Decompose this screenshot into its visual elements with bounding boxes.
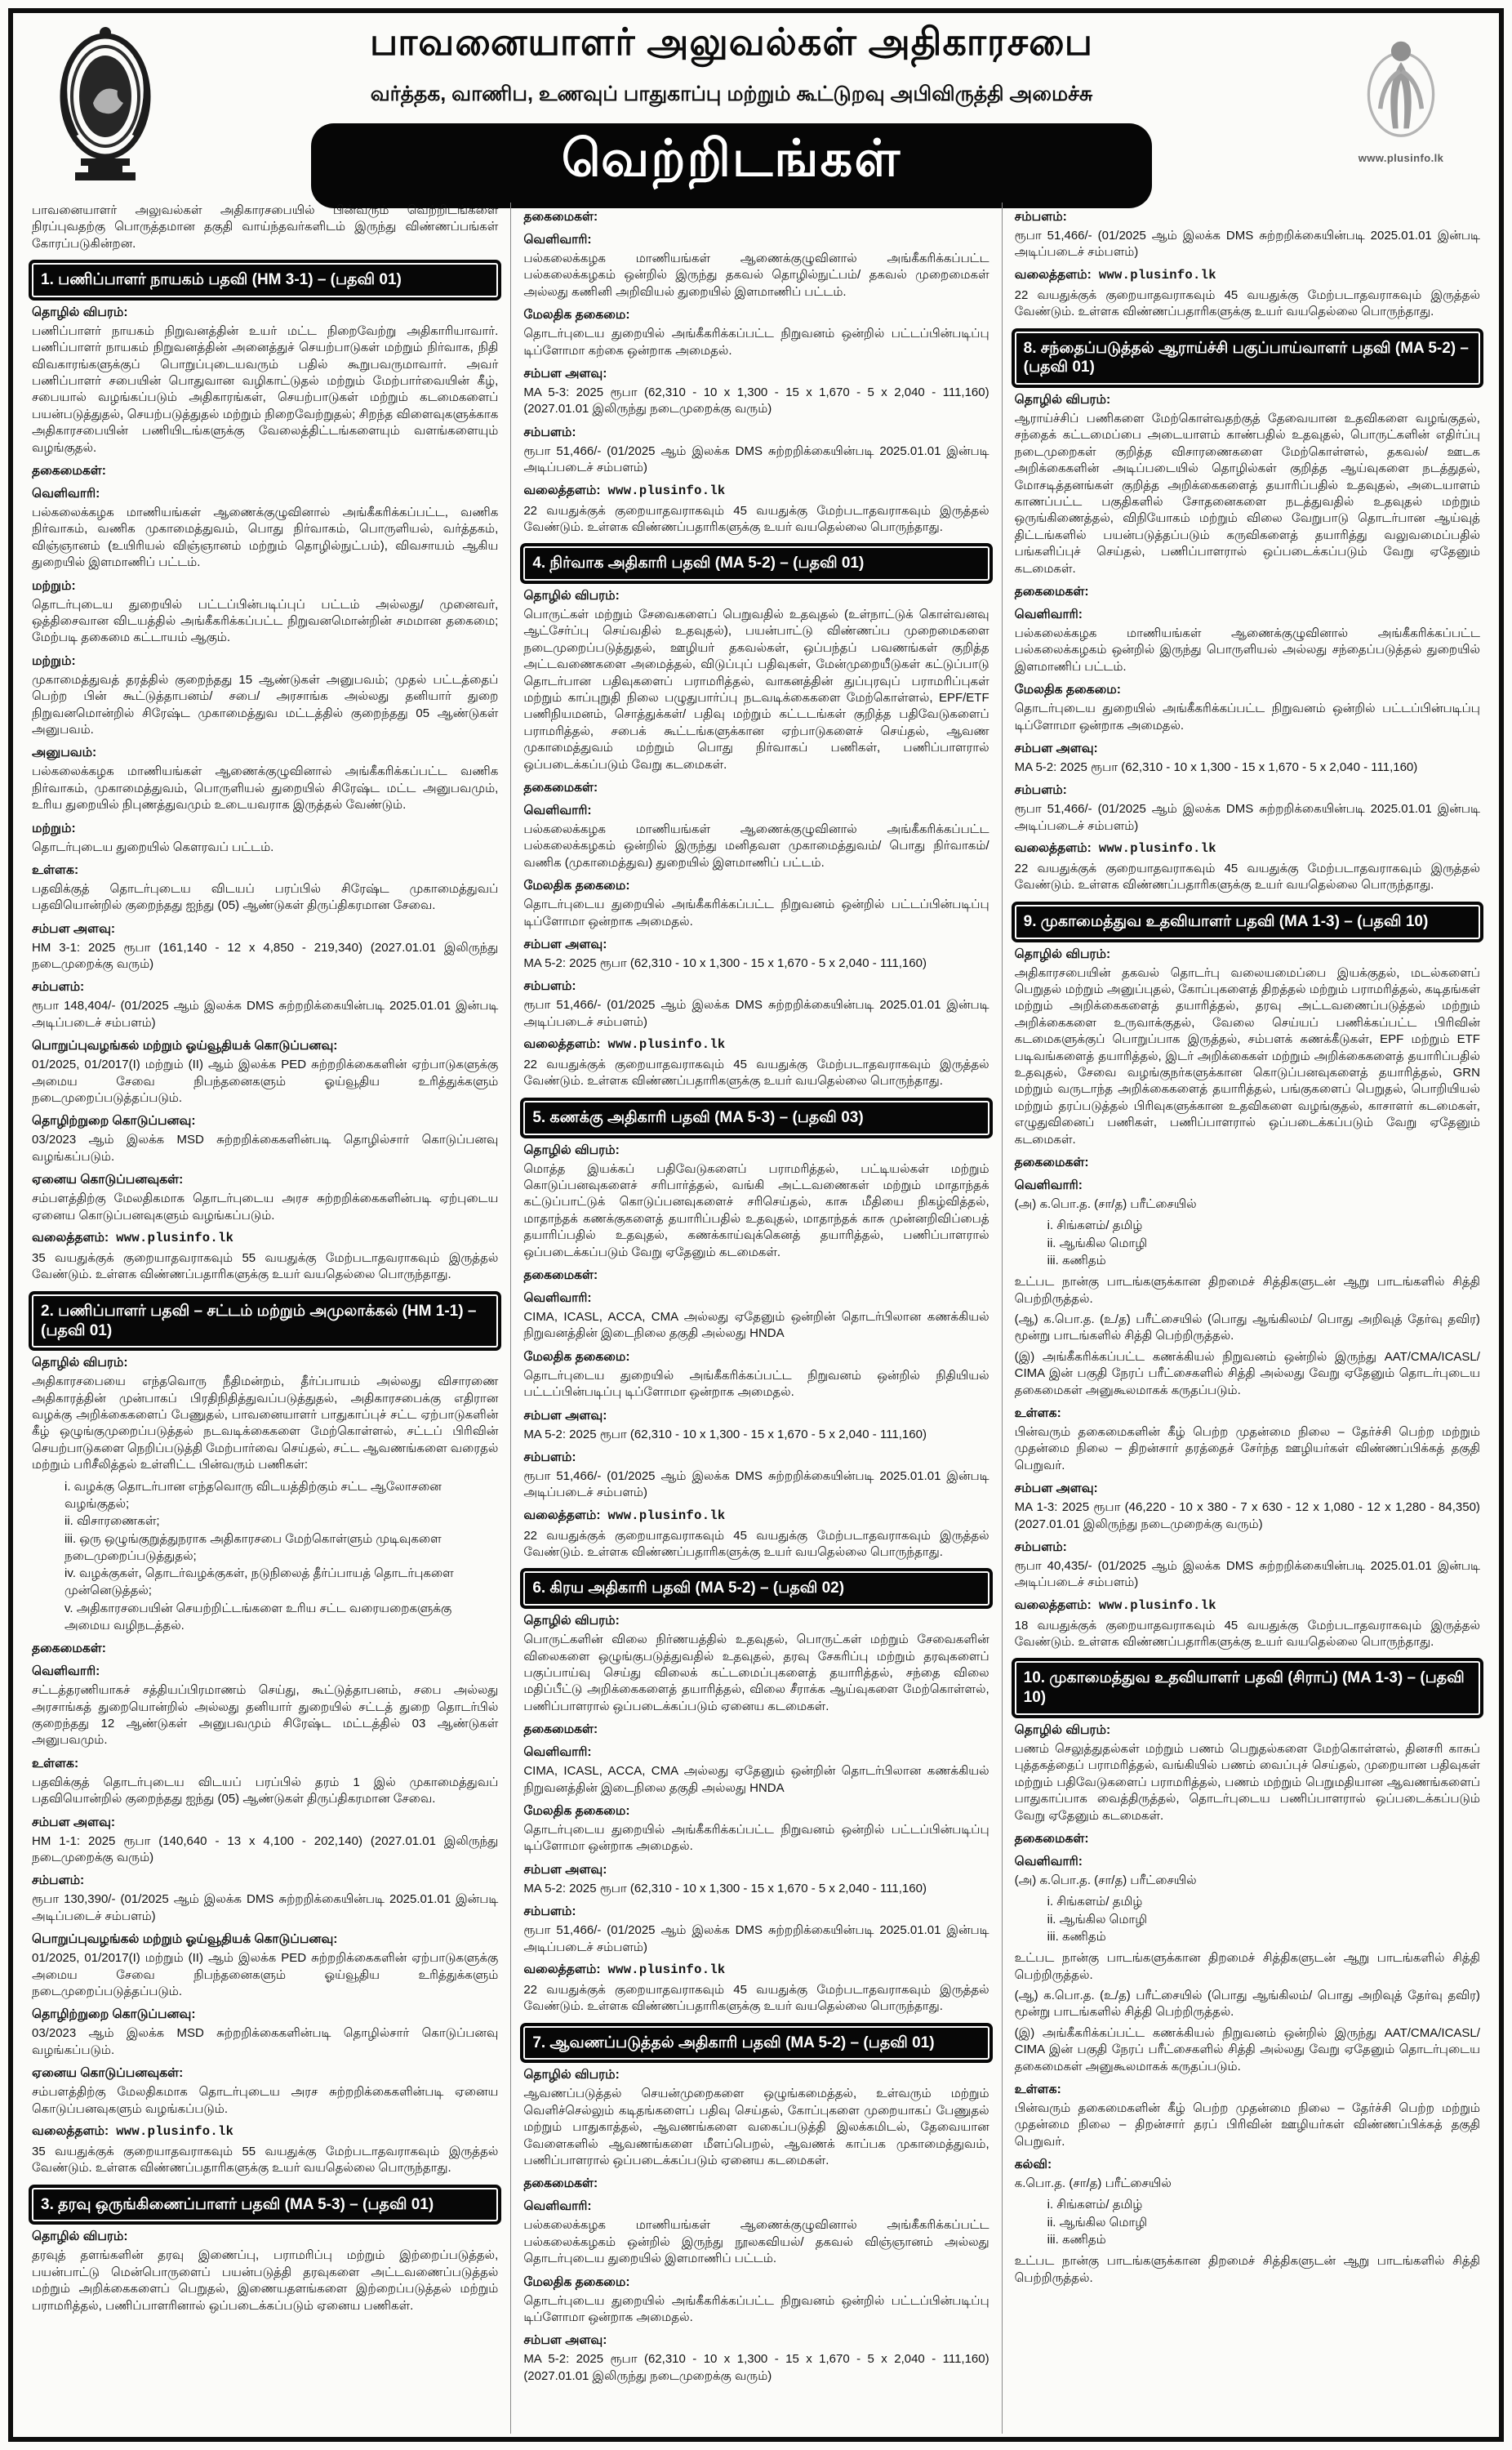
block-paragraph: 01/2025, 01/2017(I) மற்றும் (II) ஆம் இலக்க PED சுற்றறிக்கைகளின் ஏற்பாடுகளுக்கு அமைய சேவை நிபந்தனைகளும் ஓய்வூதிய உரித்துக்களும் நடைமுறைப்படுத்தப்படும். <box>32 1951 499 1998</box>
block-paragraph: ஆவணப்படுத்தல் செயன்முறைகளை ஒழுங்கமைத்தல், உள்வரும் மற்றும் வெளிச்செல்லும் கடிதங்களைப் பதிவு செய்தல், கோப்புகளை முறையாகப் பேணுதல் மற்றும் பாதுகாத்தல், ஆவணங்களை வகைப்படுத்தி இலக்கமிடல், தேவையான வேளைகளில் ஆவணங்களை மீளப்பெறல், ஆவணக் காப்பக முகாமைத்துவம், பணிப்பாளரால் ஒப்படைக்கப்படும் ஏனைய கடமைகள். <box>523 2087 989 2167</box>
list-item: ii. ஆங்கில மொழி <box>1047 1236 1147 1250</box>
block-paragraph: பொருட்களின் விலை நிர்ணயத்தில் உதவுதல், பொருட்கள் மற்றும் சேவைகளின் விலைகளை ஒழுங்குபடுத்துவதில் உதவுதல், தரவு சேகரிப்பு மற்றும் தரவுகளைப் பகுப்பாய்வு செய்து விலைக் கட்டமைப்புகளைத் தயாரித்தல், சந்தை விலை மதிப்பீட்டு அறிக்கைகளைத் தயாரித்தல், விலை சீராக்க ஆய்வுகளை மேற்கொள்ளல், பணிப்பாளரால் ஒப்படைக்கப்படும் ஏனைய கடமைகள். <box>523 1633 989 1713</box>
authority-title: பாவனையாளர் அலுவல்கள் அதிகாரசபை <box>370 20 1093 63</box>
block-paragraph: ரூபா 51,466/- (01/2025 ஆம் இலக்க DMS சுற்றறிக்கையின்படி 2025.01.01 இன்படி அடிப்படைச் சம்பளம்) <box>523 1468 989 1500</box>
block-paragraph: 03/2023 ஆம் இலக்க MSD சுற்றறிக்கைகளின்படி தொழில்சார் கொடுப்பனவு வழங்கப்படும். <box>32 2026 499 2057</box>
website-line <box>523 1962 989 1978</box>
list-item: i. வழக்கு தொடர்பான எந்தவொரு விடயத்திற்கும் சட்ட ஆலோசனை வழங்குதல்; <box>64 1479 442 1511</box>
block-heading: மேலதிக தகைமை: <box>523 308 630 323</box>
block-heading: தொழில் விபரம்: <box>1014 393 1111 408</box>
block-paragraph: தொடர்புடைய துறையில் அங்கீகரிக்கப்பட்ட நிறுவனம் ஒன்றில் பட்டப்பின்படிப்பு டிப்ளோமா ஒன்றாக அமைதல். <box>523 1822 989 1854</box>
block-heading: சம்பளம்: <box>523 979 576 994</box>
block-paragraph: பல்கலைக்கழக மாணியங்கள் ஆணைக்குழுவினால் அங்கீகரிக்கப்பட்ட பல்கலைக்கழகம் ஒன்றில் இருந்து நூலகவியல்/ தகவல் விஞ்ஞானம் அல்லது தொடர்புடைய துறையில் இளமாணிப் பட்டம். <box>523 2218 989 2266</box>
block-paragraph: முகாமைத்துவத் தரத்தில் குறைந்தது 15 ஆண்டுகள் அனுபவம்; முதல் பட்டத்தைப் பெற்ற பின் கூட்டுத்தாபனம்/ சபை/ அரசாங்க அல்லது தனியார் துறை நிறுவனமொன்றில் சிரேஷ்ட முகாமைத்துவ மட்டத்தில் குறைந்தது 05 ஆண்டுகள் அனுபவம். <box>32 672 499 737</box>
block-heading: தொழில் விபரம்: <box>523 1143 620 1157</box>
block-heading: மேலதிக தகைமை: <box>523 1803 630 1818</box>
block-paragraph: ரூபா 40,435/- (01/2025 ஆம் இலக்க DMS சுற்றறிக்கையின்படி 2025.01.01 இன்படி அடிப்படைச் சம்பளம்) <box>1014 1558 1480 1590</box>
block-heading: சம்பள அளவு: <box>523 1408 607 1423</box>
website-label: வலைத்தளம்: <box>523 1508 601 1522</box>
block-paragraph: (அ) க.பொ.த. (சா/த) பரீட்சையில் <box>1014 1873 1197 1887</box>
block-paragraph: பின்வரும் தகைமைகளின் கீழ் பெற்ற முதன்மை நிலை – தேர்ச்சி பெற்ற மற்றும் முதன்மை நிலை – திறன்சார் தரப் பிரிவின் ஊழியர்கள் விண்ணப்பிக்கத் தகுதி பெறுவர். <box>1014 2100 1480 2149</box>
block-heading: ஏனைய கொடுப்பனவுகள்: <box>32 1173 184 1187</box>
block-paragraph: உட்பட நான்கு பாடங்களுக்கான திறமைச் சித்திகளுடன் ஆறு பாடங்களில் சித்தி பெற்றிருத்தல். <box>1014 1275 1480 1306</box>
block-heading: வெளிவாரி: <box>1014 1854 1083 1869</box>
sri-lanka-national-emblem-icon <box>56 23 155 188</box>
block-paragraph: 22 வயதுக்குக் குறையாதவராகவும் 45 வயதுக்கு மேற்படாதவராகவும் இருத்தல் வேண்டும். உள்ளக விண்ணப்பதாரிகளுக்கு உயர் வயதெல்லை பொருந்தாது. <box>523 1982 989 2014</box>
column-2-sections <box>523 210 989 2385</box>
block-heading: சம்பள அளவு: <box>1014 1481 1098 1496</box>
block-heading: தகைமைகள்: <box>523 780 598 795</box>
block-paragraph: (இ) அங்கீகரிக்கப்பட்ட கணக்கியல் நிறுவனம் ஒன்றில் இருந்து AAT/CMA/ICASL/ CIMA இன் பகுதி நேரப் பரீட்சைகளில் சித்தி அல்லது வேறு ஏதேனும் தொடர்புடைய தகைமைகள் அனுகூலமாகக் கருதப்படும். <box>1014 2025 1480 2074</box>
block-heading: வெளிவாரி: <box>1014 607 1083 621</box>
section-header-bar: 2. பணிப்பாளர் பதவி – சட்டம் மற்றும் அமுலாக்கல் (HM 1-1) – (பதவி 01) <box>32 1294 498 1348</box>
block-heading: சம்பளம்: <box>1014 783 1067 798</box>
website-line <box>523 1508 989 1524</box>
website-line <box>32 1231 498 1246</box>
block-heading: சம்பளம்: <box>523 1450 576 1464</box>
website-label: வலைத்தளம்: <box>32 2123 109 2138</box>
website-line <box>523 483 989 499</box>
website-url: www.plusinfo.lk <box>116 1230 234 1245</box>
website-label: வலைத்தளம்: <box>523 1962 601 1976</box>
block-paragraph: ரூபா 51,466/- (01/2025 ஆம் இலக்க DMS சுற்றறிக்கையின்படி 2025.01.01 இன்படி அடிப்படைச் சம்பளம்) <box>1014 802 1480 833</box>
block-paragraph: HM 1-1: 2025 ரூபா (140,640 - 13 x 4,100 - 202,140) (2027.01.01 இலிருந்து நடைமுறைக்கு வரும்) <box>32 1833 499 1865</box>
block-heading: உள்ளக: <box>32 862 79 877</box>
block-paragraph: பணிப்பாளர் நாயகம் நிறுவனத்தின் உயர் மட்ட நிறைவேற்று அதிகாரியாவார். பணிப்பாளர் நாயகம் நிறுவனத்தின் அனைத்துச் செயற்பாடுகள் மற்றும் நிர்வாக, நிதி விவகாரங்களுக்குப் பொறுப்புடையவரும் பதில் கூறுபவருமாவார். அவர் பணிப்பாளர் சபையின் பொதுவான வழிகாட்டுதல் மற்றும் மேற்பார்வையின் கீழ், சபையால் வழங்கப்படும் அதிகாரங்கள், செயற்பாடுகள் மற்றும் கடமைகளைப் பயன்படுத்துதல், செயற்படுத்துதல் மற்றும் நிறைவேற்றுதல்; சிறந்த விளைவுகளுக்காக அதிகாரசபையின் பணியிடங்களுக்கு வேலைத்திட்டங்களையும் வளங்களையும் வழங்குதல். <box>32 323 499 455</box>
block-heading: பொறுப்புவழங்கல் மற்றும் ஓய்வூதியக் கொடுப்பனவு: <box>32 1932 338 1947</box>
block-heading: தகைமைகள்: <box>523 2176 598 2191</box>
website-url: www.plusinfo.lk <box>607 1962 726 1977</box>
block-list <box>1047 2196 1480 2248</box>
plusinfo-logo <box>1327 28 1474 164</box>
block-heading: வெளிவாரி: <box>523 2199 592 2214</box>
block-heading: தொழில் விபரம்: <box>523 2068 620 2082</box>
list-item: iii. கணிதம் <box>1047 1253 1106 1267</box>
section-header-bar: 10. முகாமைத்துவ உதவியாளர் பதவி (சிராப்) (MA 1-3) – (பதவி 10) <box>1015 1661 1480 1715</box>
website-line <box>1015 1598 1480 1614</box>
block-paragraph: பல்கலைக்கழக மாணியங்கள் ஆணைக்குழுவினால் அங்கீகரிக்கப்பட்ட, வணிக நிர்வாகம், வணிக முகாமைத்துவம், பொது நிர்வாகம், பொருளியல், வர்த்தகம், விஞ்ஞானம் (உயிரியல் விஞ்ஞானம் மற்றும் தொழில்நுட்பம்), விவசாயம் ஆகிய துறையில் இளமாணிப் பட்டம். <box>32 506 499 570</box>
block-heading: சம்பளம்: <box>523 1904 576 1919</box>
block-heading: சம்பள அளவு: <box>32 921 116 936</box>
website-line <box>1015 268 1480 283</box>
block-paragraph: HM 3-1: 2025 ரூபா (161,140 - 12 x 4,850 - 219,340) (2027.01.01 இலிருந்து நடைமுறைக்கு வரும்) <box>32 940 499 972</box>
block-paragraph: சம்பளத்திற்கு மேலதிகமாக தொடர்புடைய அரச சுற்றறிக்கைகளின்படி ஏனைய கொடுப்பனவுகளும் வழங்கப்படும். <box>32 2085 499 2116</box>
block-paragraph: மொத்த இயக்கப் பதிவேடுகளைப் பராமரித்தல், பட்டியல்கள் மற்றும் கொடுப்பனவுகளைச் சரிபார்த்தல், வங்கி அட்டவணைகள் மற்றும் மாதாந்தக் கட்டுப்பாட்டுக் கொடுப்பனவுகளைச் சரிசெய்தல், காசு மீதியை நிகழ்வித்தல், மாதாந்தக் கணக்குகளைத் தயாரிப்பதில் உதவுதல், மாதாந்தக் காசு முன்னறிவிப்பைத் தயாரிப்பதில் உதவுதல், கணக்காய்வுக்கெனத் தயாரித்தல், பணிப்பாளரால் ஒப்படைக்கப்படும் வேறு ஏதேனும் கடமைகள். <box>523 1161 989 1259</box>
block-paragraph: உட்பட நான்கு பாடங்களுக்கான திறமைச் சித்திகளுடன் ஆறு பாடங்களில் சித்தி பெற்றிருத்தல். <box>1014 1951 1480 1982</box>
section-header-bar: 7. ஆவணப்படுத்தல் அதிகாரி பதவி (MA 5-2) – (பதவி 01) <box>523 2026 989 2060</box>
block-paragraph: 35 வயதுக்குக் குறையாதவராகவும் 55 வயதுக்கு மேற்படாதவராகவும் இருத்தல் வேண்டும். உள்ளக விண்ணப்பதாரிகளுக்கு உயர் வயதெல்லை பொருந்தாது. <box>32 2144 499 2176</box>
block-paragraph: தொடர்புடைய துறையில் அங்கீகரிக்கப்பட்ட நிறுவனம் ஒன்றில் பட்டப்பின்படிப்பு டிப்ளோமா ஒன்றாக அமைதல். <box>523 898 989 929</box>
block-heading: உள்ளக: <box>1014 1405 1061 1420</box>
block-paragraph: தரவுத் தளங்களின் தரவு இணைப்பு, பராமரிப்பு மற்றும் இற்றைப்படுத்தல், பயன்பாட்டு மென்பொருளைப் பயன்படுத்தி தரவுகளை அட்டவணைப்படுத்தல் மற்றும் அறிக்கைகளைப் பெறுதல், இணையதளங்களை இற்றைப்படுத்தல் மற்றும் பராமரித்தல், பணிப்பாளரினால் ஒப்படைக்கப்படும் ஏனைய பணிகள். <box>32 2248 499 2313</box>
column-3-sections <box>1015 210 1480 2287</box>
block-paragraph: பதவிக்குத் தொடர்புடைய விடயப் பரப்பில் தரம் 1 இல் முகாமைத்துவப் பதவியொன்றில் குறைந்தது ஐந்து (05) ஆண்டுகள் திருப்திகரமான சேவை. <box>32 1775 499 1806</box>
block-heading: தொழில் விபரம்: <box>32 1356 128 1370</box>
block-paragraph: அதிகாரசபையின் தகவல் தொடர்பு வலையமைப்பை இயக்குதல், மடல்களைப் பெறுதல் மற்றும் அனுப்புதல், கோப்புகளைத் திறத்தல் மற்றும் பராமரித்தல், கடிதங்கள் மற்றும் அறிக்கைகளைத் தயாரித்தல், தரவு அட்டவணைப்படுத்தல் மற்றும் அறிக்கைகளை உருவாக்குதல், வேலை செய்யப் பணிக்கப்பட்ட பிரிவின் கடமைகளுக்குப் பொறுப்பாக இருத்தல், சம்பளக் கணக்கீடுகள், EPF மற்றும் ETF படிவங்களைத் தயாரித்தல், இடர் அறிக்கைகள் மற்றும் அறிக்கைகளைத் தயாரிப்பதில் உதவுதல், சேவை வழங்குநர்களுக்கான கொடுப்பனவுகளைத் தயாரித்தல், GRN மற்றும் வருடாந்த அறிக்கைகளைத் தயாரித்தல், பங்குகளைப் பெறுதல், பொறியியல் மற்றும் தரப்படுத்தல் பிரிவுகளுக்கான உதவிகளை வழங்குதல், காசாளர் கடமைகள், எழுதுவினைப் பணிகள், பணிப்பாளரால் ஒப்படைக்கப்படும் வேறு ஏதேனும் கடமைகள். <box>1014 965 1480 1147</box>
block-heading: சம்பளம்: <box>1014 1539 1067 1554</box>
block-paragraph: ஆராய்ச்சிப் பணிகளை மேற்கொள்வதற்குத் தேவையான உதவிகளை வழங்குதல், சந்தைக் கட்டமைப்பை அடையாளம் காண்பதில் உதவுதல், பொருட்களின் எதிர்ப்பு நடைமுறைகள் குறித்த விசாரணைகளை மேற்கொள்ளல், தகவல்/ ஊடக அறிக்கைகளின் அடிப்படையில் தொழில்கள் குறித்த ஆய்வுகளை நடத்துதல், மோசடித்தனங்கள் குறித்த அறிக்கைகளைத் தயாரிப்பதில் உதவுதல், அடையாளம் காணப்பட்ட பகுதிகளில் சோதனைகளை நடத்துவதில் உதவுதல் மற்றும் ஒருங்கிணைத்தல், விநியோகம் மற்றும் விலை வேறுபாடு தொடர்பான ஆய்வுத் திட்டங்களில் பயன்படுத்தப்படும் கருவிகளைத் தயாரித்து வலுவமைப்பதில் பங்களிப்புச் செய்தல், பணிப்பாளரால் ஒப்படைக்கப்படும் வேறு ஏதேனும் கடமைகள். <box>1014 412 1480 576</box>
block-heading: மேலதிக தகைமை: <box>523 879 630 893</box>
column-1 <box>20 203 510 2434</box>
block-paragraph: தொடர்புடைய துறையில் அங்கீகரிக்கப்பட்ட நிறுவனம் ஒன்றில் நிதியியல் பட்டப்பின்படிப்பு டிப்ளோமா ஒன்றாக அமைதல். <box>523 1368 989 1400</box>
block-heading: தொழில் விபரம்: <box>32 2230 128 2244</box>
block-heading: தொழிற்றுறை கொடுப்பனவு: <box>32 1114 196 1129</box>
list-item: ii. விசாரணைகள்; <box>64 1514 160 1529</box>
block-heading: சம்பளம்: <box>32 980 85 995</box>
website-url: www.plusinfo.lk <box>1098 841 1216 857</box>
list-item: ii. ஆங்கில மொழி <box>1047 2215 1147 2230</box>
block-heading: தகைமைகள்: <box>32 1642 106 1656</box>
column-1-sections <box>32 263 498 2314</box>
block-paragraph: பதவிக்குத் தொடர்புடைய விடயப் பரப்பில் சிரேஷ்ட முகாமைத்துவப் பதவியொன்றில் குறைந்தது ஐந்து (05) ஆண்டுகள் திருப்திகரமான சேவை. <box>32 881 499 913</box>
website-label: வலைத்தளம்: <box>32 1230 109 1245</box>
block-paragraph: சம்பளத்திற்கு மேலதிகமாக தொடர்புடைய அரச சுற்றறிக்கைகளின்படி ஏற்புடைய ஏனைய கொடுப்பனவுகளும் வழங்கப்படும். <box>32 1192 499 1223</box>
block-paragraph: ரூபா 130,390/- (01/2025 ஆம் இலக்க DMS சுற்றறிக்கையின்படி 2025.01.01 இன்படி அடிப்படைச் சம்பளம்) <box>32 1892 499 1923</box>
block-paragraph: MA 5-2: 2025 ரூபா (62,310 - 10 x 1,300 - 15 x 1,670 - 5 x 2,040 - 111,160) <box>1014 760 1418 774</box>
block-paragraph: பல்கலைக்கழக மாணியங்கள் ஆணைக்குழுவினால் அங்கீகரிக்கப்பட்ட பல்கலைக்கழகம் ஒன்றில் இருந்து மனிதவள முகாமைத்துவம்/ பொது நிர்வாகம்/ வணிக (முகாமைத்துவ) துறையில் இளமாணிப் பட்டம். <box>523 822 989 870</box>
block-paragraph: MA 5-2: 2025 ரூபா (62,310 - 10 x 1,300 - 15 x 1,670 - 5 x 2,040 - 111,160) <box>523 1427 927 1441</box>
content-columns <box>20 203 1492 2434</box>
block-paragraph: 35 வயதுக்குக் குறையாதவராகவும் 55 வயதுக்கு மேற்படாதவராகவும் இருத்தல் வேண்டும். உள்ளக விண்ணப்பதாரிகளுக்கு உயர் வயதெல்லை பொருந்தாது. <box>32 1250 499 1282</box>
website-url: www.plusinfo.lk <box>116 2123 234 2139</box>
block-heading: சம்பள அளவு: <box>32 1815 116 1829</box>
block-paragraph: 18 வயதுக்குக் குறையாதவராகவும் 45 வயதுக்கு மேற்படாதவராகவும் இருத்தல் வேண்டும். உள்ளக விண்ணப்பதாரிகளுக்கு உயர் வயதெல்லை பொருந்தாது. <box>1014 1618 1480 1650</box>
website-line <box>523 1037 989 1053</box>
block-heading: தொழில் விபரம்: <box>1014 1722 1111 1737</box>
block-heading: வெளிவாரி: <box>523 233 592 247</box>
block-paragraph: MA 5-3: 2025 ரூபா (62,310 - 10 x 1,300 - 15 x 1,670 - 5 x 2,040 - 111,160) (2027.01.01 இலிருந்து நடைமுறைக்கு வரும்) <box>523 385 989 416</box>
intro-paragraph: பாவனையாளர் அலுவல்கள் அதிகாரசபையில் பின்வரும் வெற்றிடங்களை நிரப்புவதற்கு பொருத்தமான தகுதி வாய்ந்தவர்களிடம் இருந்து விண்ணப்பங்கள் கோரப்படுகின்றன. <box>32 203 499 251</box>
block-paragraph: பணம் செலுத்துதல்கள் மற்றும் பணம் பெறுதல்களை மேற்கொள்ளல், தினசரி காசுப் புத்தகத்தைப் பராமரித்தல், வங்கியில் பணம் வைப்புச் செய்தல், முறையான பதிவுகள் மற்றும் பதிவேடுகளைப் பராமரித்தல், பணம் மற்றும் பெறுமதியான ஆவணங்களைப் பாதுகாப்பாக வைத்திருத்தல், தொடர்புடைய பணிப்பாளரால் ஒப்படைக்கப்படும் வேறு ஏதேனும் கடமைகள். <box>1014 1741 1480 1823</box>
block-heading: தகைமைகள்: <box>32 464 106 479</box>
block-heading: மேலதிக தகைமை: <box>523 1349 630 1364</box>
list-item: iii. கணிதம் <box>1047 1929 1106 1944</box>
block-heading: வெளிவாரி: <box>1014 1178 1083 1192</box>
list-item: ii. ஆங்கில மொழி <box>1047 1912 1147 1927</box>
section-header-bar: 4. நிர்வாக அதிகாரி பதவி (MA 5-2) – (பதவி 01) <box>523 546 989 581</box>
block-list <box>1047 1217 1480 1269</box>
block-paragraph: 01/2025, 01/2017(I) மற்றும் (II) ஆம் இலக்க PED சுற்றறிக்கைகளின் ஏற்பாடுகளுக்கு அமைய சேவை நிபந்தனைகளும் ஓய்வூதிய உரித்துக்களும் நடைமுறைப்படுத்தப்படும். <box>32 1058 499 1106</box>
block-heading: மேலதிக தகைமை: <box>523 2274 630 2289</box>
block-heading: சம்பளம்: <box>1014 210 1067 224</box>
website-url: www.plusinfo.lk <box>1098 1597 1216 1613</box>
block-heading: சம்பள அளவு: <box>523 937 607 951</box>
block-heading: வெளிவாரி: <box>523 1745 592 1760</box>
block-heading: தகைமைகள்: <box>1014 584 1089 599</box>
section-header-bar: 6. கிரய அதிகாரி பதவி (MA 5-2) – (பதவி 02) <box>523 1571 989 1606</box>
masthead-titles <box>189 20 1274 208</box>
block-paragraph: சட்டத்தரணியாகச் சத்தியப்பிரமாணம் செய்து, கூட்டுத்தாபனம், சபை அல்லது அரசாங்கத் துறையொன்றில் அல்லது தனியார் துறையில் சட்டத் துறை தொடர்பில் குறைந்தது 12 ஆண்டுகள் அனுபவமும் சிரேஷ்ட மட்டத்தில் 03 ஆண்டுகள் அனுபவமும். <box>32 1683 499 1748</box>
list-item: iii. கணிதம் <box>1047 2233 1106 2247</box>
block-heading: வெளிவாரி: <box>523 803 592 817</box>
block-heading: தகைமைகள்: <box>1014 1831 1089 1846</box>
block-heading: தொழிற்றுறை கொடுப்பனவு: <box>32 2007 196 2022</box>
section-header-bar: 1. பணிப்பாளர் நாயகம் பதவி (HM 3-1) – (பதவி 01) <box>32 263 498 297</box>
block-paragraph: தொடர்புடைய துறையில் கௌரவப் பட்டம். <box>32 840 274 854</box>
block-list <box>1047 1893 1480 1945</box>
block-paragraph: ரூபா 51,466/- (01/2025 ஆம் இலக்க DMS சுற்றறிக்கையின்படி 2025.01.01 இன்படி அடிப்படைச் சம்பளம்) <box>523 998 989 1029</box>
list-item: v. அதிகாரசபையின் செயற்றிட்டங்களை உரிய சட்ட வரையறைகளுக்கு அமைய வழிநடத்தல். <box>64 1601 452 1633</box>
ministry-subtitle: வர்த்தக, வாணிப, உணவுப் பாதுகாப்பு மற்றும் கூட்டுறவு அபிவிருத்தி அமைச்சு <box>370 82 1093 105</box>
website-line <box>1015 841 1480 857</box>
website-label: வலைத்தளம்: <box>523 483 601 497</box>
block-paragraph: (அ) க.பொ.த. (சா/த) பரீட்சையில் <box>1014 1196 1197 1211</box>
list-item: iii. ஒரு ஒழுங்குறுத்துநராக அதிகாரசபை மேற்கொள்ளும் முடிவுகளை நடைமுறைப்படுத்துதல்; <box>64 1531 442 1563</box>
block-heading: சம்பளம்: <box>32 1873 85 1888</box>
block-paragraph: தொடர்புடைய துறையில் பட்டப்பின்படிப்புப் பட்டம் அல்லது/ முனைவர், ஒத்திசைவான விடயத்தில் அங்கீகரிக்கப்பட்ட நிறுவனமொன்றின் சமமான தகைமை; மேற்படி தகைமை கட்டாயம் ஆகும். <box>32 597 499 645</box>
block-paragraph: தொடர்புடைய துறையில் அங்கீகரிக்கப்பட்ட நிறுவனம் ஒன்றில் பட்டப்பின்படிப்பு டிப்ளோமா கற்கை ஒன்றாக அமைதல். <box>523 327 989 358</box>
block-paragraph: MA 5-2: 2025 ரூபா (62,310 - 10 x 1,300 - 15 x 1,670 - 5 x 2,040 - 111,160) <box>523 956 927 970</box>
block-heading: மற்றும்: <box>32 578 76 593</box>
website-url: www.plusinfo.lk <box>1098 267 1216 283</box>
block-heading: பொறுப்புவழங்கல் மற்றும் ஓய்வூதியக் கொடுப்பனவு: <box>32 1039 338 1054</box>
block-heading: கல்வி: <box>1014 2158 1052 2172</box>
section-header-bar: 9. முகாமைத்துவ உதவியாளர் பதவி (MA 1-3) – (பதவி 10) <box>1015 905 1480 939</box>
list-item: i. சிங்களம்/ தமிழ் <box>1047 1218 1143 1233</box>
block-heading: தொழில் விபரம்: <box>1014 947 1111 961</box>
section-header-bar: 5. கணக்கு அதிகாரி பதவி (MA 5-3) – (பதவி 03) <box>523 1101 989 1135</box>
block-paragraph: (ஆ) க.பொ.த. (உ/த) பரீட்சையில் (பொது ஆங்கிலம்/ பொது அறிவுத் தேர்வு தவிர) மூன்று பாடங்களில் சித்தி பெற்றிருத்தல். <box>1014 1988 1480 2020</box>
block-paragraph: பல்கலைக்கழக மாணியங்கள் ஆணைக்குழுவினால் அங்கீகரிக்கப்பட்ட வணிக நிர்வாகம், முகாமைத்துவம், பொருளியல் துறையில் சிரேஷ்ட மட்ட அனுபவமும், உரிய துறையில் நிபுணத்துவமும் உடையவராக இருத்தல் வேண்டும். <box>32 764 499 813</box>
section-header-bar: 8. சந்தைப்படுத்தல் ஆராய்ச்சி பகுப்பாய்வாளர் பதவி (MA 5-2) – (பதவி 01) <box>1015 332 1480 385</box>
website-url: www.plusinfo.lk <box>607 1508 726 1523</box>
block-heading: ஏனைய கொடுப்பனவுகள்: <box>32 2066 184 2081</box>
block-list <box>64 1478 498 1635</box>
block-paragraph: பல்கலைக்கழக மாணியங்கள் ஆணைக்குழுவினால் அங்கீகரிக்கப்பட்ட பல்கலைக்கழகம் ஒன்றில் இருந்து பொருளியல் அல்லது சந்தைப்படுத்தல் துறையில் இளமாணிப் பட்டம். <box>1014 626 1480 674</box>
website-line <box>32 2124 498 2140</box>
list-item: i. சிங்களம்/ தமிழ் <box>1047 2198 1143 2212</box>
block-heading: உள்ளக: <box>1014 2082 1061 2096</box>
block-paragraph: 22 வயதுக்குக் குறையாதவராகவும் 45 வயதுக்கு மேற்படாதவராகவும் இருத்தல் வேண்டும். உள்ளக விண்ணப்பதாரிகளுக்கு உயர் வயதெல்லை பொருந்தாது. <box>523 503 989 534</box>
block-paragraph: ரூபா 51,466/- (01/2025 ஆம் இலக்க DMS சுற்றறிக்கையின்படி 2025.01.01 இன்படி அடிப்படைச் சம்பளம்) <box>523 443 989 475</box>
block-paragraph: 22 வயதுக்குக் குறையாதவராகவும் 45 வயதுக்கு மேற்படாதவராகவும் இருத்தல் வேண்டும். உள்ளக விண்ணப்பதாரிகளுக்கு உயர் வயதெல்லை பொருந்தாது. <box>523 1528 989 1560</box>
block-heading: தகைமைகள்: <box>523 210 598 224</box>
block-paragraph: உட்பட நான்கு பாடங்களுக்கான திறமைச் சித்திகளுடன் ஆறு பாடங்களில் சித்தி பெற்றிருத்தல். <box>1014 2254 1480 2285</box>
block-paragraph: MA 5-2: 2025 ரூபா (62,310 - 10 x 1,300 - 15 x 1,670 - 5 x 2,040 - 111,160) (2027.01.01 இலிருந்து நடைமுறைக்கு வரும்) <box>523 2352 989 2383</box>
vacancies-banner: வெற்றிடங்கள் <box>311 123 1152 208</box>
website-label: வலைத்தளம்: <box>1014 267 1092 282</box>
website-url: www.plusinfo.lk <box>607 1037 726 1053</box>
block-paragraph: (இ) அங்கீகரிக்கப்பட்ட கணக்கியல் நிறுவனம் ஒன்றில் இருந்து AAT/CMA/ICASL/ CIMA இன் பகுதி நேரப் பரீட்சைகளில் சித்தி அல்லது வேறு ஏதேனும் தொடர்புடைய தகைமைகள் அனுகூலமாகக் கருதப்படும். <box>1014 1349 1480 1397</box>
block-paragraph: CIMA, ICASL, ACCA, CMA அல்லது ஏதேனும் ஒன்றின் தொடர்பிலான கணக்கியல் நிறுவனத்தின் இடைநிலை தகுதி அல்லது HNDA <box>523 1764 989 1795</box>
plusinfo-url: www.plusinfo.lk <box>1358 152 1444 164</box>
block-paragraph: MA 5-2: 2025 ரூபா (62,310 - 10 x 1,300 - 15 x 1,670 - 5 x 2,040 - 111,160) <box>523 1881 927 1895</box>
list-item: i. சிங்களம்/ தமிழ் <box>1047 1895 1143 1909</box>
block-paragraph: ரூபா 51,466/- (01/2025 ஆம் இலக்க DMS சுற்றறிக்கையின்படி 2025.01.01 இன்படி அடிப்படைச் சம்பளம்) <box>523 1923 989 1954</box>
block-heading: வெளிவாரி: <box>32 487 100 501</box>
block-paragraph: பின்வரும் தகைமைகளின் கீழ் பெற்ற முதன்மை நிலை – தேர்ச்சி பெற்ற மற்றும் முதன்மை நிலை – திறன்சார் தரத்தைச் சேர்ந்த ஊழியர்கள் விண்ணப்பிக்கத் தகுதி பெறுவர். <box>1014 1424 1480 1472</box>
block-heading: மற்றும்: <box>32 821 76 835</box>
block-heading: சம்பள அளவு: <box>523 366 607 381</box>
column-2 <box>510 203 1001 2434</box>
block-paragraph: 03/2023 ஆம் இலக்க MSD சுற்றறிக்கைகளின்படி தொழில்சார் கொடுப்பனவு வழங்கப்படும். <box>32 1133 499 1164</box>
block-heading: மற்றும்: <box>32 653 76 668</box>
block-paragraph: ரூபா 51,466/- (01/2025 ஆம் இலக்க DMS சுற்றறிக்கையின்படி 2025.01.01 இன்படி அடிப்படைச் சம்பளம்) <box>1014 229 1480 260</box>
block-paragraph: தொடர்புடைய துறையில் அங்கீகரிக்கப்பட்ட நிறுவனம் ஒன்றில் பட்டப்பின்படிப்பு டிப்ளோமா ஒன்றாக அமைதல். <box>523 2293 989 2324</box>
block-heading: உள்ளக: <box>32 1756 79 1771</box>
block-heading: தகைமைகள்: <box>523 1267 598 1282</box>
block-paragraph: பொருட்கள் மற்றும் சேவைகளைப் பெறுவதில் உதவுதல் (உள்நாட்டுக் கொள்வனவு ஆட்சேர்ப்பு செய்வதில் உதவுதல்), பயன்பாட்டு விண்ணப்ப முறைமைகளை நடைமுறைப்படுத்துதல், ஊழியர் தகவல்கள், ஒப்பந்தப் பவணங்கள் குறித்த அட்டவணைகளை அமைத்தல், விடுப்புப் பதிவுகள், மேன்முறையீடுகள் கட்டுப்பாடு தொடர்பான பதிவுகளைப் பராமரித்தல், வாகனத்தின் துப்புரவுப் பராமரிப்புகள் மற்றும் காப்புறுதி நிலை பழுதுபார்ப்பு நடவடிக்கைகளை மேற்கொள்ளல், EPF/ETF பணிநியமனம், சொத்துக்கள்/ பதிவு மற்றும் கட்டடங்கள் குறித்த பதிவேடுகளைப் பராமரித்தல், சபைக் கூட்டங்களுக்கான ஏற்பாடுகளைச் செய்தல், ஆவண முகாமைத்துவம் மற்றும் பொது நிர்வாகப் பணிகள், பணிப்பாளரால் ஒப்படைக்கப்படும் வேறு கடமைகள். <box>523 608 989 772</box>
block-paragraph: MA 1-3: 2025 ரூபா (46,220 - 10 x 380 - 7 x 630 - 12 x 1,080 - 12 x 1,280 - 84,350) (2027.01.01 இலிருந்து நடைமுறைக்கு வரும்) <box>1014 1500 1480 1531</box>
block-heading: சம்பளம்: <box>523 425 576 439</box>
block-heading: மேலதிக தகைமை: <box>1014 683 1121 697</box>
section-header-bar: 3. தரவு ஒருங்கிணைப்பாளர் பதவி (MA 5-3) – (பதவி 01) <box>32 2188 498 2222</box>
website-label: வலைத்தளம்: <box>523 1037 601 1052</box>
block-paragraph: 22 வயதுக்குக் குறையாதவராகவும் 45 வயதுக்கு மேற்படாதவராகவும் இருத்தல் வேண்டும். உள்ளக விண்ணப்பதாரிகளுக்கு உயர் வயதெல்லை பொருந்தாது. <box>1014 862 1480 893</box>
block-paragraph: 22 வயதுக்குக் குறையாதவராகவும் 45 வயதுக்கு மேற்படாதவராகவும் இருத்தல் வேண்டும். உள்ளக விண்ணப்பதாரிகளுக்கு உயர் வயதெல்லை பொருந்தாது. <box>1014 287 1480 319</box>
block-paragraph: CIMA, ICASL, ACCA, CMA அல்லது ஏதேனும் ஒன்றின் தொடர்பிலான கணக்கியல் நிறுவனத்தின் இடைநிலை தகுதி அல்லது HNDA <box>523 1309 989 1341</box>
block-heading: தகைமைகள்: <box>1014 1155 1089 1169</box>
block-paragraph: 22 வயதுக்குக் குறையாதவராகவும் 45 வயதுக்கு மேற்படாதவராகவும் இருத்தல் வேண்டும். உள்ளக விண்ணப்பதாரிகளுக்கு உயர் வயதெல்லை பொருந்தாது. <box>523 1058 989 1089</box>
block-paragraph: அதிகாரசபையை எந்தவொரு நீதிமன்றம், தீர்ப்பாயம் அல்லது விசாரணை அதிகாரத்தின் முன்பாகப் பிரதிநிதித்துவப்படுத்துதல், அதிகாரசபைக்கு எதிரான வழக்கு அறிக்கைகளைப் பேணுதல், பாவனையாளர் பாதுகாப்புச் சட்ட ஏற்பாடுகளின் கீழ் ஒழுங்குமுறைப்படுத்தல் நடவடிக்கைகளை மேற்கொள்ளல், சட்டப் பிரிவின் செயற்பாடுகளை நெறிப்படுத்தி மேற்பார்வை செய்தல், சட்ட ஆவணங்களை வரைதல் மற்றும் பரிசீலித்தல் உள்ளிட்ட பின்வரும் பணிகள்: <box>32 1374 499 1472</box>
list-item: iv. வழக்குகள், தொடர்வழக்குகள், நடுநிலைத் தீர்ப்பாயத் தொடர்புகளை முன்னெடுத்தல்; <box>64 1566 454 1598</box>
website-label: வலைத்தளம்: <box>1014 1597 1092 1612</box>
column-3 <box>1002 203 1492 2434</box>
block-heading: தொழில் விபரம்: <box>32 305 128 319</box>
masthead <box>34 20 1478 193</box>
block-paragraph: (ஆ) க.பொ.த. (உ/த) பரீட்சையில் (பொது ஆங்கிலம்/ பொது அறிவுத் தேர்வு தவிர) மூன்று பாடங்களில் சித்தி பெற்றிருத்தல். <box>1014 1312 1480 1343</box>
block-heading: சம்பள அளவு: <box>523 2333 607 2348</box>
block-heading: தொழில் விபரம்: <box>523 1614 620 1628</box>
block-paragraph: தொடர்புடைய துறையில் அங்கீகரிக்கப்பட்ட நிறுவனம் ஒன்றில் பட்டப்பின்படிப்பு டிப்ளோமா ஒன்றாக அமைதல். <box>1014 702 1480 733</box>
block-paragraph: ரூபா 148,404/- (01/2025 ஆம் இலக்க DMS சுற்றறிக்கையின்படி 2025.01.01 இன்படி அடிப்படைச் சம்பளம்) <box>32 999 499 1030</box>
block-paragraph: க.பொ.த. (சா/த) பரீட்சையில் <box>1014 2176 1172 2191</box>
block-heading: தகைமைகள்: <box>523 1722 598 1737</box>
block-heading: தொழில் விபரம்: <box>523 589 620 604</box>
block-paragraph: பல்கலைக்கழக மாணியங்கள் ஆணைக்குழுவினால் அங்கீகரிக்கப்பட்ட பல்கலைக்கழகம் ஒன்றில் இருந்து தகவல் தொழில்நுட்பம்/ தகவல் முறைமைகள் அல்லது கணினி அறிவியல் துறையில் இளமாணிப் பட்டம். <box>523 252 989 299</box>
block-heading: சம்பள அளவு: <box>523 1862 607 1877</box>
block-heading: அனுபவம்: <box>32 746 97 760</box>
plusinfo-person-icon <box>1356 28 1446 150</box>
website-url: www.plusinfo.lk <box>607 483 726 498</box>
website-label: வலைத்தளம்: <box>1014 841 1092 856</box>
block-heading: சம்பள அளவு: <box>1014 741 1098 755</box>
block-heading: வெளிவாரி: <box>523 1290 592 1305</box>
block-heading: வெளிவாரி: <box>32 1664 100 1679</box>
